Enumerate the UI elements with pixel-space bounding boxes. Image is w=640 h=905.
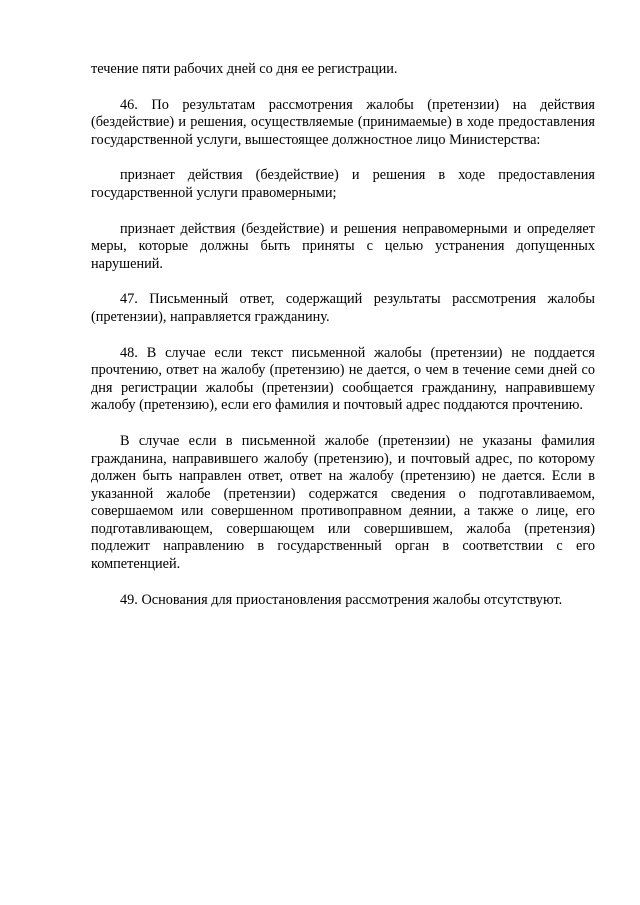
paragraph-48: 48. В случае если текст письменной жалобы (претензии) не поддается прочтению, ответ на жалобу (претензию) не дается, о чем в течение семи дней со дня регистрации жалобы (претензии) сообщается гражданину, направившему жалобу (претензию), если его фамилия и почтовый адрес поддаются прочтению. (91, 344, 595, 414)
paragraph-46-option-unlawful: признает действия (бездействие) и решения неправомерными и определяет меры, которые должны быть приняты с целью устранения допущенных нарушений. (91, 220, 595, 272)
paragraph-49: 49. Основания для приостановления рассмотрения жалобы отсутствуют. (120, 591, 563, 608)
paragraph-46-option-lawful: признает действия (бездействие) и решения в ходе предоставления государственной услуги правомерными; (91, 167, 595, 201)
document-body (91, 61, 595, 609)
paragraph-48-continued: В случае если в письменной жалобе (претензии) не указаны фамилия гражданина, направившего жалобу (претензию), и почтовый адрес, по которому должен быть направлен ответ, ответ на жалобу (претензию) не дается. Если в указанной жалобе (претензии) содержатся сведения о подготавливаемом, совершаемом или совершенном противоправном деянии, а также о лице, его подготавливающем, совершающем или совершившем, жалоба (претензия) подлежит направлению в государственный орган в соответствии с его компетенцией. (91, 432, 595, 573)
paragraph-continuation: течение пяти рабочих дней со дня ее регистрации. (91, 61, 398, 77)
paragraph-47: 47. Письменный ответ, содержащий результаты рассмотрения жалобы (претензии), направляется гражданину. (91, 291, 595, 325)
paragraph-46: 46. По результатам рассмотрения жалобы (претензии) на действия (бездействие) и решения, осуществляемые (принимаемые) в ходе предоставления государственной услуги, вышестоящее должностное лицо Министерства: (91, 96, 595, 148)
